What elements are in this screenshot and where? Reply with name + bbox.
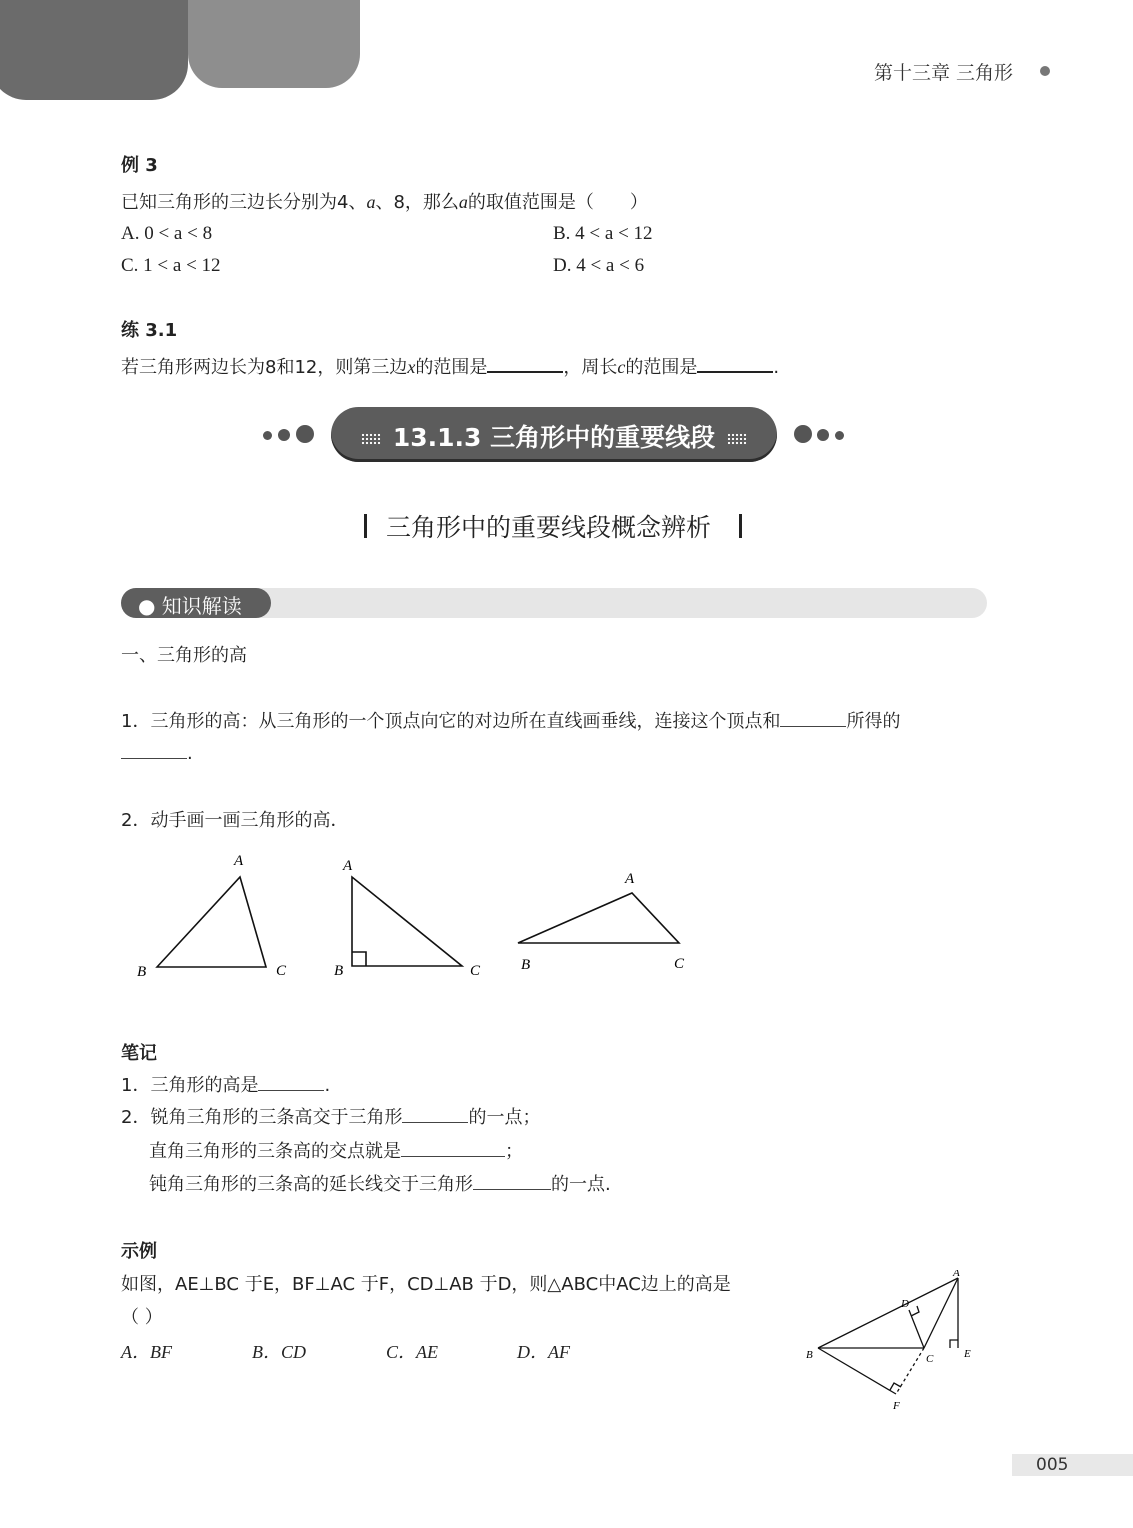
grid-dots-icon bbox=[727, 433, 747, 445]
chapter-title: 第十三章 三角形 bbox=[874, 62, 1014, 84]
notes-line-1: 1．三角形的高是 . bbox=[121, 1075, 331, 1096]
notes-line-2: 2．锐角三角形的三条高交于三角形 的一点； bbox=[121, 1107, 541, 1128]
fig-label-f: F bbox=[893, 1400, 900, 1412]
t2-label-b: B bbox=[334, 963, 344, 979]
blank-perimeter-range[interactable] bbox=[697, 357, 773, 373]
paragraph-2: 2．动手画一画三角形的高． bbox=[121, 810, 349, 831]
paragraph-1-cont: . bbox=[121, 743, 193, 764]
subtitle-bar-left bbox=[364, 514, 367, 538]
page-number-box bbox=[1012, 1454, 1133, 1476]
right-angle-d bbox=[911, 1306, 919, 1316]
t2-label-c: C bbox=[470, 963, 481, 979]
blank-note-1[interactable] bbox=[258, 1076, 324, 1091]
t3-label-b: B bbox=[521, 957, 531, 973]
option-d[interactable]: D. 4 < a < 6 bbox=[553, 255, 645, 276]
demo-question: 如图，AE⊥BC 于E，BF⊥AC 于F，CD⊥AB 于D，则△ABC中AC边上的高是 bbox=[121, 1274, 731, 1295]
page-number: 005 bbox=[1036, 1455, 1069, 1475]
option-a[interactable]: A. 0 < a < 8 bbox=[121, 223, 213, 244]
section-subtitle: 三角形中的重要线段概念辨析 bbox=[386, 513, 712, 542]
fig-label-e: E bbox=[964, 1348, 971, 1360]
t3-label-a: A bbox=[625, 871, 635, 887]
section-banner-title: 13.1.3 三角形中的重要线段 bbox=[392, 423, 716, 452]
banner-dot-icon bbox=[263, 431, 272, 440]
knowledge-tag: ● 知识解读 bbox=[138, 594, 242, 618]
grid-dots-icon bbox=[361, 433, 381, 445]
demo-figure bbox=[800, 1270, 990, 1415]
option-b[interactable]: B. 4 < a < 12 bbox=[553, 223, 653, 244]
option-c[interactable]: C. 1 < a < 12 bbox=[121, 255, 221, 276]
demo-answer-bracket: （ ） bbox=[121, 1307, 163, 1328]
t1-label-b: B bbox=[137, 964, 147, 980]
right-angle-e bbox=[950, 1340, 958, 1348]
banner-dot-icon bbox=[835, 431, 844, 440]
blank-note-3[interactable] bbox=[401, 1142, 505, 1157]
triangles-figure bbox=[120, 850, 720, 990]
chapter-dot-icon bbox=[1040, 66, 1050, 76]
demo-option-c[interactable]: C．AE bbox=[386, 1342, 438, 1362]
practice-heading: 练 3.1 bbox=[121, 320, 178, 341]
fig-label-b: B bbox=[806, 1349, 813, 1361]
practice-question: 若三角形两边长为8和12，则第三边x的范围是 ，周长c的范围是 . bbox=[121, 357, 780, 378]
fig-label-a: A bbox=[953, 1270, 960, 1279]
fig-label-c: C bbox=[926, 1353, 934, 1365]
banner-dot-icon bbox=[296, 425, 314, 443]
triangle-right bbox=[352, 877, 462, 966]
paragraph-1: 1．三角形的高：从三角形的一个顶点向它的对边所在直线画垂线，连接这个顶点和 所得的 bbox=[121, 711, 901, 732]
header-tab-light bbox=[188, 0, 360, 88]
blank-note-4[interactable] bbox=[473, 1175, 551, 1190]
demo-option-d[interactable]: D．AF bbox=[517, 1342, 570, 1362]
demo-heading: 示例 bbox=[121, 1241, 157, 1262]
blank-x-range[interactable] bbox=[487, 357, 563, 373]
notes-heading: 笔记 bbox=[121, 1043, 157, 1064]
notes-line-3: 直角三角形的三条高的交点就是 ； bbox=[149, 1141, 523, 1162]
blank-note-2[interactable] bbox=[402, 1108, 468, 1123]
subtitle-bar-right bbox=[739, 514, 742, 538]
t3-label-c: C bbox=[674, 956, 685, 972]
segment-ba bbox=[818, 1278, 958, 1348]
right-angle-f bbox=[890, 1383, 901, 1390]
banner-dot-icon bbox=[817, 429, 829, 441]
notes-line-4: 钝角三角形的三条高的延长线交于三角形 的一点. bbox=[149, 1174, 611, 1195]
triangle-obtuse bbox=[518, 893, 679, 943]
header-tab-dark bbox=[0, 0, 188, 100]
example3-heading: 例 3 bbox=[121, 155, 158, 176]
blank-foot[interactable] bbox=[780, 712, 846, 727]
demo-option-b[interactable]: B．CD bbox=[252, 1342, 306, 1362]
section-banner bbox=[331, 407, 777, 462]
blank-segment[interactable] bbox=[121, 744, 187, 759]
triangle-acute bbox=[157, 877, 266, 967]
item-title: 一、三角形的高 bbox=[121, 645, 247, 666]
banner-dot-icon bbox=[278, 429, 290, 441]
t2-label-a: A bbox=[343, 858, 353, 874]
t1-label-c: C bbox=[276, 963, 287, 979]
fig-label-d: D bbox=[901, 1298, 909, 1310]
t1-label-a: A bbox=[234, 853, 244, 869]
banner-dot-icon bbox=[794, 425, 812, 443]
demo-option-a[interactable]: A．BF bbox=[121, 1342, 172, 1362]
segment-bf bbox=[818, 1348, 896, 1394]
example3-question: 已知三角形的三边长分别为4、a、8，那么a的取值范围是（ ） bbox=[121, 192, 648, 213]
segment-ca bbox=[924, 1278, 958, 1348]
